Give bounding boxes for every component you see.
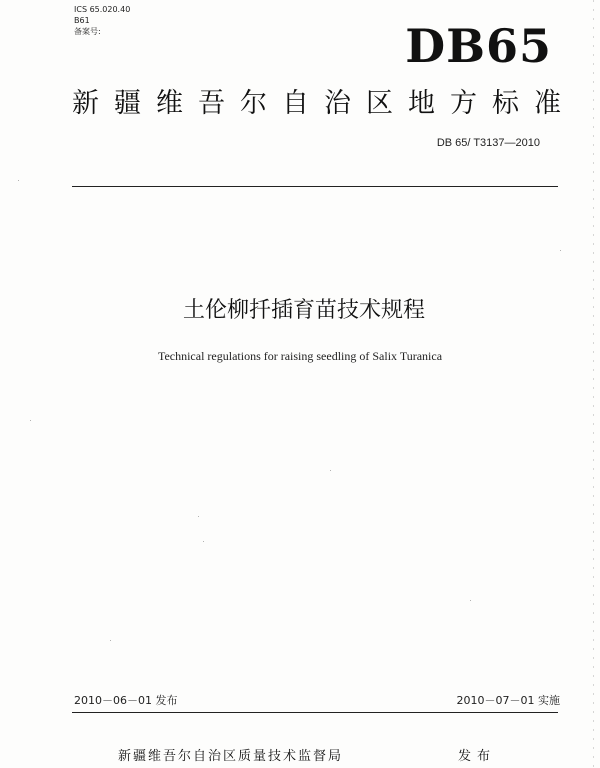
scan-edge-artifact — [593, 0, 594, 768]
title-chinese-text: 土伦柳扦插育苗技术规程 — [182, 298, 425, 323]
scan-speck — [18, 180, 19, 181]
title-english: Technical regulations for raising seedling of Salix Turanica — [157, 349, 443, 363]
standard-number: DB 65/ T3137—2010 — [436, 137, 540, 149]
bottom-divider — [72, 712, 558, 713]
scan-speck — [30, 420, 31, 421]
issuing-authority: 新疆维吾尔自治区质量技术监督局 — [118, 749, 344, 764]
top-divider — [72, 186, 558, 187]
scan-speck — [110, 640, 111, 641]
record-number-label: 备案号: — [74, 27, 101, 36]
title-chinese — [0, 296, 600, 326]
scan-speck — [330, 470, 331, 471]
class-code: B61 — [74, 16, 90, 25]
scan-speck — [470, 600, 471, 601]
scan-speck — [560, 250, 561, 251]
implementation-date: 2010－07－01 实施 — [456, 694, 560, 707]
scan-speck — [203, 541, 204, 542]
ics-code: ICS 65.020.40 — [74, 5, 131, 14]
classification-block — [74, 4, 130, 37]
scan-speck — [198, 516, 199, 517]
issue-date: 2010－06－01 发布 — [74, 694, 178, 707]
standard-code-logo: DB65 — [405, 19, 552, 73]
issuing-action: 发布 — [458, 749, 497, 764]
standard-category-heading: 新疆维吾尔自治区地方标准 — [72, 88, 576, 119]
